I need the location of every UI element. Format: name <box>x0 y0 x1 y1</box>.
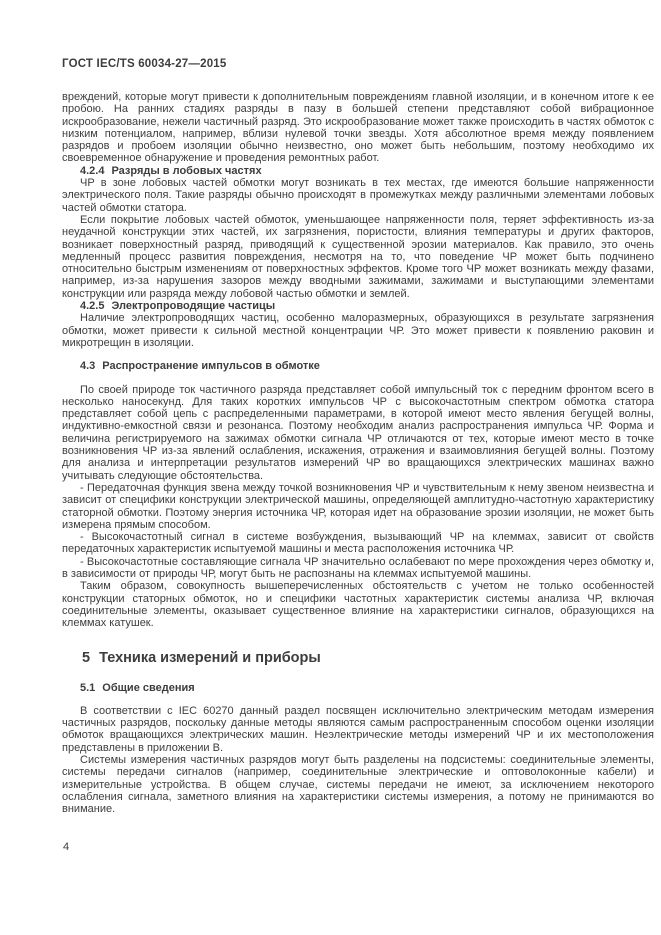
list-item-paragraph: - Высокочастотный сигнал в системе возбуждения, вызывающий ЧР на клеммах, зависит от свойств передаточных характеристик испытуемой машины и места расположения источника ЧР. <box>62 531 654 556</box>
paragraph: В соответствии с IEC 60270 данный раздел посвящен исключительно электрическим методам измерения частичных разрядов, поскольку данные методы являются самым распространенным способом оценки изоляции обмоток вращающихся электрических машин. Неэлектрические методы измерений ЧР и их местоположения представлены в приложении В. <box>62 704 654 754</box>
page-number: 4 <box>63 841 70 853</box>
heading-4-2-5 <box>62 300 654 312</box>
paragraph: ЧР в зоне лобовых частей обмотки могут возникать в тех местах, где имеются большие напряженности электрического поля. Такие разряды обычно происходят в промежутках между различными элементами лобовых частей обмотки статора. <box>62 177 654 214</box>
list-item-paragraph: - Передаточная функция звена между точкой возникновения ЧР и чувствительным к нему звеном неизвестна и зависит от специфики конструкции электрической машины, определяющей амплитудно-частотную характеристику статорной обмотки. Поэтому энергия источника ЧР, которая идет на образование эрозии изоляции, не может быть измерена прямым способом. <box>62 481 654 531</box>
heading-5-1 <box>62 682 654 694</box>
heading-title: Электропроводящие частицы <box>111 300 276 313</box>
page-header-standard-code: ГОСТ IEC/TS 60034-27—2015 <box>62 58 227 70</box>
heading-title: Разряды в лобовых частях <box>111 164 262 177</box>
heading-number: 5 <box>82 650 91 667</box>
list-item-paragraph: - Высокочастотные составляющие сигнала ЧР значительно ослабевают по мере прохождения через обмотку и, в зависимости от природы ЧР, могут быть не распознаны на клеммах испытуемой машины. <box>62 555 654 580</box>
paragraph: Наличие электропроводящих частиц, особенно малоразмерных, образующихся в результате загрязнения обмотки, может привести к сильной местной концентрации ЧР. Это может привести к появлению раковин и микротрещин в изоляции. <box>62 312 654 349</box>
paragraph: Если покрытие лобовых частей обмоток, уменьшающее напряженности поля, теряет эффективность из-за неудачной конструкции этих частей, их загрязнения, пористости, влияния температуры и других факторов, возникает поверхностный разряд, приводящий к существенной эрозии материалов. Как правило, это очень медленный процесс развития повреждения, несмотря на то, что поведение ЧР может быть подчинено относительно быстрым изменениям от поверхностных эффектов. Кроме того ЧР может возникать между фазами, например, из-за нарушения зазоров между вводными зажимами, зажимами и выступающими элементами конструкции или разряда между лобовой частью обмотки и землей. <box>62 213 654 300</box>
heading-number: 4.2.4 <box>80 164 105 177</box>
paragraph: По своей природе ток частичного разряда представляет собой импульсный ток с передним фронтом всего в несколько наносекунд. Для таких коротких импульсов ЧР с высокочастотным спектром обмотка статора представляет собой цепь с распределенными параметрами, в которой имеют место явления бегущей волны, индуктивно-емкостной связи и резонанса. Поэтому необходим анализ распространения импульса ЧР. Форма и величина регистрируемого на зажимах обмотки сигнала ЧР отличаются от тех, которые имеют место в точке возникновения ЧР из-за явлений ослабления, искажения, отражения и взаимовлияния бегущей волны. Поэтому для анализа и интерпретации результатов измерений ЧР во вращающихся электрических машинах важно учитывать следующие обстоятельства. <box>62 383 654 482</box>
document-body <box>62 91 654 815</box>
heading-number: 5.1 <box>80 682 96 695</box>
heading-4-2-4 <box>62 165 654 177</box>
heading-title: Общие сведения <box>102 682 195 695</box>
heading-5 <box>62 650 654 667</box>
heading-title: Распространение импульсов в обмотке <box>102 360 320 373</box>
paragraph: Таким образом, совокупность вышеперечисленных обстоятельств с учетом не только особенностей конструкции статорных обмоток, но и специфики частотных характеристик системы анализа ЧР, включая соединительные элементы, оказывает существенное влияние на характеристики сигналов, образующихся на клеммах катушек. <box>62 580 654 630</box>
heading-number: 4.3 <box>80 360 96 373</box>
paragraph: Системы измерения частичных разрядов могут быть разделены на подсистемы: соединительные элементы, системы передачи сигналов (например, соединительные электрические и оптоволоконные кабели) и измерительные устройства. В общем случае, системы передачи не имеют, за исключением некоторого ослабления сигнала, заметного влияния на характеристики системы измерения, а потому не принимаются во внимание. <box>62 753 654 816</box>
paragraph-continuation: вреждений, которые могут привести к дополнительным повреждениям главной изоляции, и в конечном итоге к ее пробою. На ранних стадиях разряды в пазу в большей степени представляют собой вибрационное искрообразование, нежели частичный разряд. Это искрообразование может также происходить в частях обмоток с низким потенциалом, например, вблизи нулевой точки звезды. Хотя абсолютное время между появлением разрядов и пробоем изоляции обычно неизвестно, оно может быть небольшим, поэтому необходимо их своевременное обнаружение и проведения ремонтных работ. <box>62 91 654 165</box>
heading-number: 4.2.5 <box>80 300 105 313</box>
heading-4-3 <box>62 360 654 372</box>
heading-title: Техника измерений и приборы <box>99 650 321 667</box>
